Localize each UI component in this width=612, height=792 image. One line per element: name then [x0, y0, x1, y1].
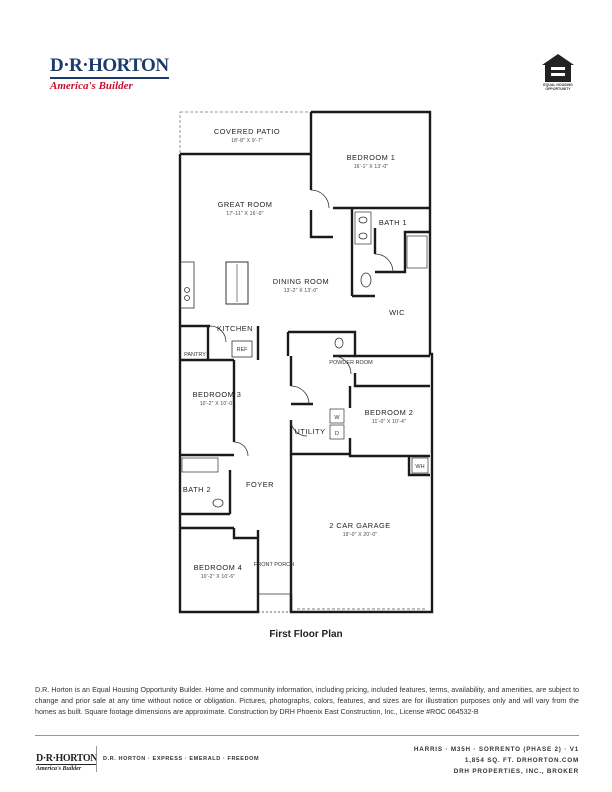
label-wic: WIC: [389, 308, 405, 317]
dims-bedroom-1: 16'-1" X 13'-0": [353, 164, 389, 170]
label-covered-patio: COVERED PATIO: [213, 127, 281, 136]
label-great-room: GREAT ROOM: [217, 200, 273, 209]
footer-sqft-line: 1,854 SQ. FT. DRHORTON.COM: [464, 757, 579, 764]
dims-garage: 19'-0" X 20'-0": [342, 532, 378, 538]
label-foyer: FOYER: [246, 480, 274, 489]
disclaimer-text: D.R. Horton is an Equal Housing Opportunity Builder. Home and community information, including pricing, included features, terms, availability, and amenities, are subject to change and prior sale at any time without notice or obligation. Pictures, photographs, colors, features, and sizes are for illustration purposes only and will vary from the homes as built. Square footage dimensions are approximate. Construction by DRH Phoenix East Construction, Inc., License #ROC 064532-B: [35, 686, 579, 717]
dims-covered-patio: 18'-8" X 9'-7": [231, 138, 263, 144]
dims-dining-room: 13'-2" X 13'-0": [283, 288, 319, 294]
footer-divider: [35, 735, 579, 736]
footer-plan-info: [414, 744, 579, 777]
dims-great-room: 17'-11" X 16'-0": [226, 211, 264, 217]
label-washer: W: [334, 415, 340, 421]
label-bedroom-4: BEDROOM 4: [193, 563, 243, 572]
label-powder-room: POWDER ROOM: [329, 360, 373, 366]
label-bath-2: BATH 2: [182, 485, 212, 494]
logo-wordmark: D·R·HORTON: [50, 56, 169, 79]
footer-logo-wordmark: D·R·HORTON: [36, 753, 98, 764]
footer-vertical-divider: [96, 746, 97, 772]
footer-broker-line: DRH PROPERTIES, INC., BROKER: [453, 768, 579, 775]
label-kitchen: KITCHEN: [217, 324, 253, 333]
dims-bedroom-2: 11'-0" X 10'-4": [371, 419, 407, 425]
footer-plan-line: HARRIS · M35H · SORRENTO (PHASE 2) · V1: [413, 746, 579, 753]
label-bedroom-3: BEDROOM 3: [192, 390, 242, 399]
label-water-heater: WH: [415, 464, 425, 470]
label-dining-room: DINING ROOM: [272, 277, 330, 286]
plan-title: First Floor Plan: [269, 629, 343, 640]
label-front-porch: FRONT PORCH: [253, 562, 295, 568]
label-pantry: PANTRY: [184, 352, 206, 358]
logo-tagline: America's Builder: [50, 80, 133, 92]
footer-brands: D.R. HORTON · EXPRESS · EMERALD · FREEDOM: [103, 756, 260, 762]
dims-bedroom-4: 10'-2" X 10'-6": [200, 574, 236, 580]
footer-logo-tagline: America's Builder: [36, 766, 82, 772]
label-ref: REF: [236, 347, 248, 353]
label-utility: UTILITY: [294, 427, 326, 436]
label-garage: 2 CAR GARAGE: [329, 521, 391, 530]
label-dryer: D: [335, 431, 339, 437]
equal-housing-text: EQUAL HOUSING OPPORTUNITY: [543, 83, 573, 91]
label-bedroom-2: BEDROOM 2: [364, 408, 414, 417]
label-bath-1: BATH 1: [378, 218, 408, 227]
label-bedroom-1: BEDROOM 1: [346, 153, 396, 162]
dims-bedroom-3: 10'-2" X 10'-0": [199, 401, 235, 407]
footer-logo: [36, 748, 96, 772]
